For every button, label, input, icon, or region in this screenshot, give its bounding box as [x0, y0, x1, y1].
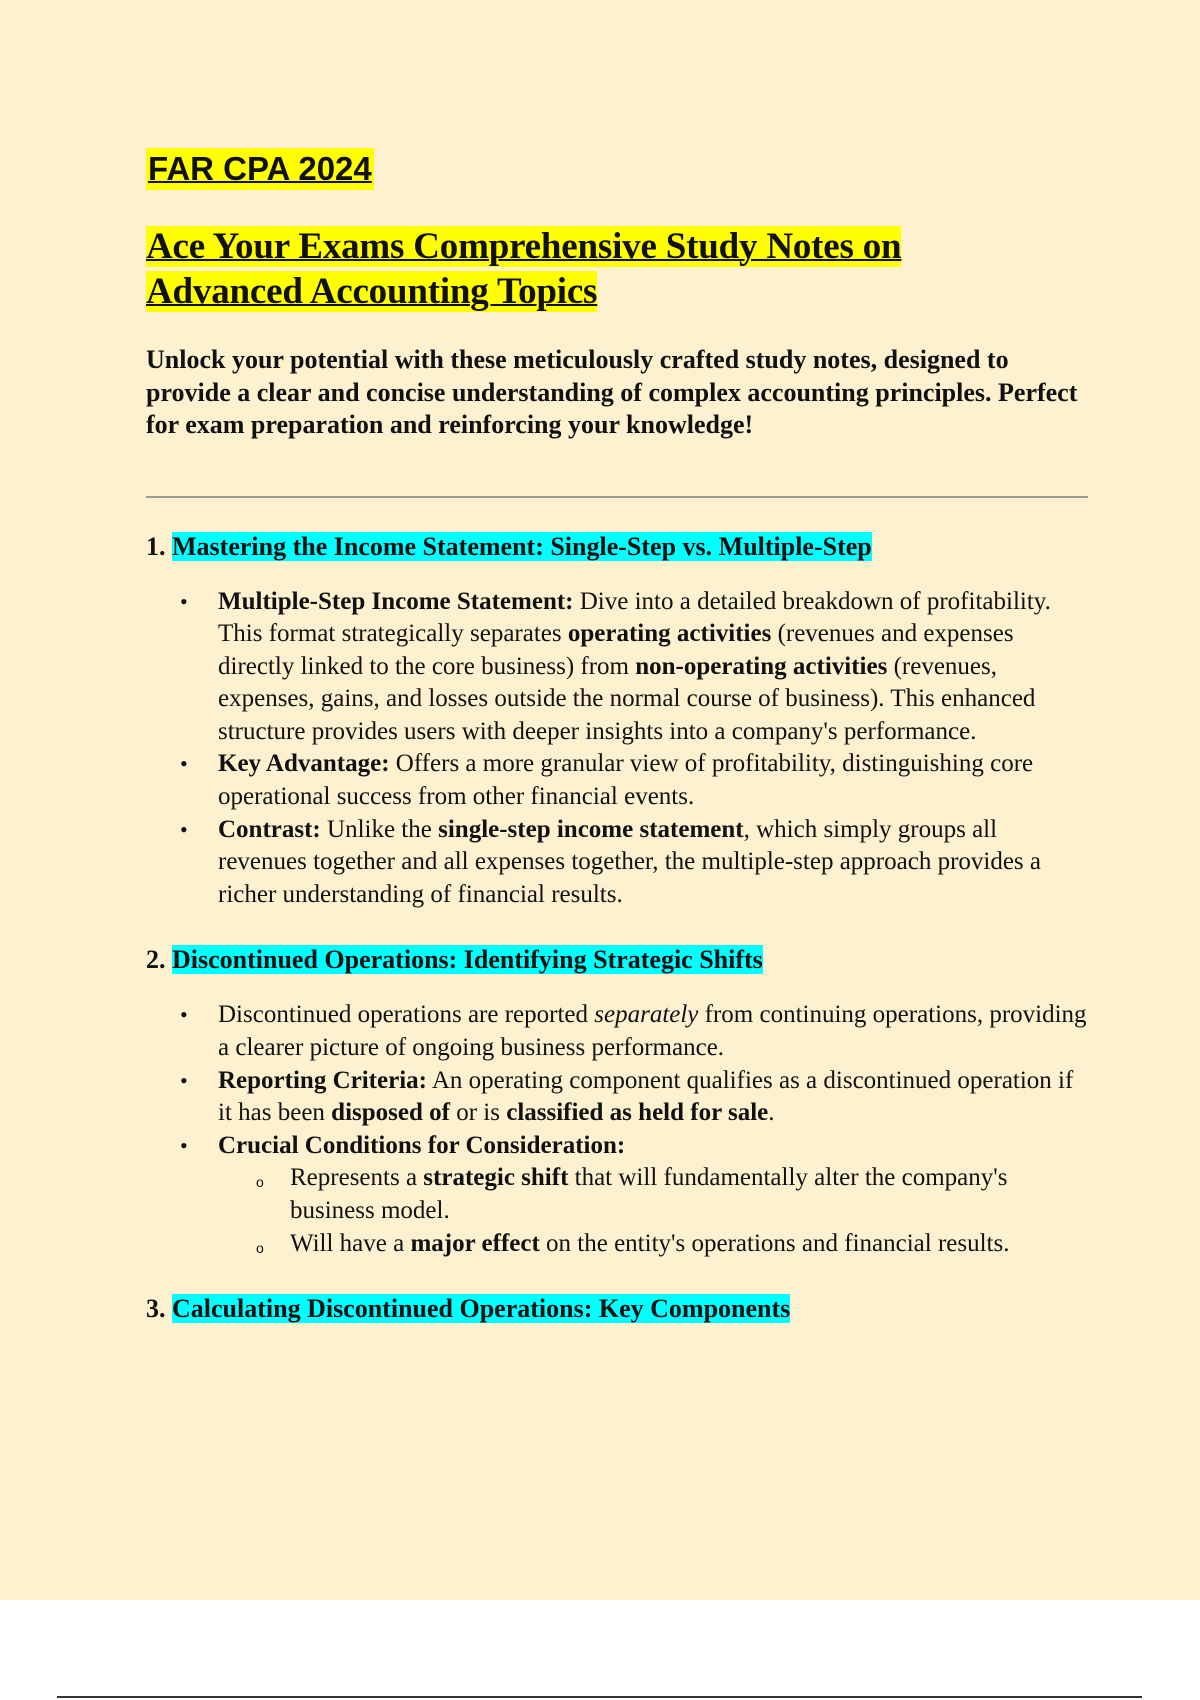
intro-paragraph: Unlock your potential with these meticulously crafted study notes, designed to provide a clear and concise understanding of complex accounting principles. Perfect for exam preparation and reinforcing your knowledge! — [146, 345, 1078, 439]
section-title: Discontinued Operations: Identifying Strategic Shifts — [172, 945, 763, 975]
section-title: Calculating Discontinued Operations: Key Components — [172, 1294, 791, 1324]
sub-list — [218, 1162, 1088, 1260]
divider — [146, 496, 1088, 498]
sub-list-item: o Represents a strategic shift that will fundamentally alter the company's business model. — [290, 1162, 1088, 1227]
list-item: • Discontinued operations are reported separately from continuing operations, providing a clearer picture of ongoing business performance. — [218, 999, 1088, 1064]
exam-tag: FAR CPA 2024 — [146, 148, 374, 190]
sub-list-item: o Will have a major effect on the entity's operations and financial results. — [290, 1228, 1088, 1261]
section-title: Mastering the Income Statement: Single-Step vs. Multiple-Step — [172, 531, 872, 561]
list-item: • Multiple-Step Income Statement: Dive into a detailed breakdown of profitability. This format strategically separates operating activities (revenues and expenses directly linked to the core business) from non-operating activities (revenues, expenses, gains, and losses outside the normal course of business). This enhanced structure provides users with deeper insights into a company's performance. — [218, 586, 1088, 749]
list-item: • Key Advantage: Offers a more granular view of profitability, distinguishing core operational success from other financial events. — [218, 748, 1088, 813]
footer-divider — [57, 1696, 1142, 1698]
list-item: • Contrast: Unlike the single-step income statement, which simply groups all revenues together and all expenses together, the multiple-step approach provides a richer understanding of financial results. — [218, 814, 1088, 912]
section-2-bullets — [146, 999, 1088, 1260]
section-1-bullets — [146, 586, 1088, 912]
document-content — [146, 148, 1088, 1326]
section-number: 3. — [146, 1294, 166, 1324]
title-line-1: Ace Your Exams Comprehensive Study Notes on — [146, 226, 902, 267]
page-title — [146, 224, 1088, 314]
list-item: • Crucial Conditions for Consideration: o Represents a strategic shift that will fundamentally alter the company's business model. o Will have a major effect on the entity's operations and financial results. — [218, 1130, 1088, 1260]
section-number: 1. — [146, 531, 166, 561]
section-heading-3 — [146, 1292, 1088, 1326]
section-heading-1 — [146, 530, 1088, 564]
section-number: 2. — [146, 945, 166, 975]
section-heading-2 — [146, 943, 1088, 977]
list-item: • Reporting Criteria: An operating component qualifies as a discontinued operation if it has been disposed of or is classified as held for sale. — [218, 1065, 1088, 1130]
title-line-2: Advanced Accounting Topics — [146, 271, 598, 312]
